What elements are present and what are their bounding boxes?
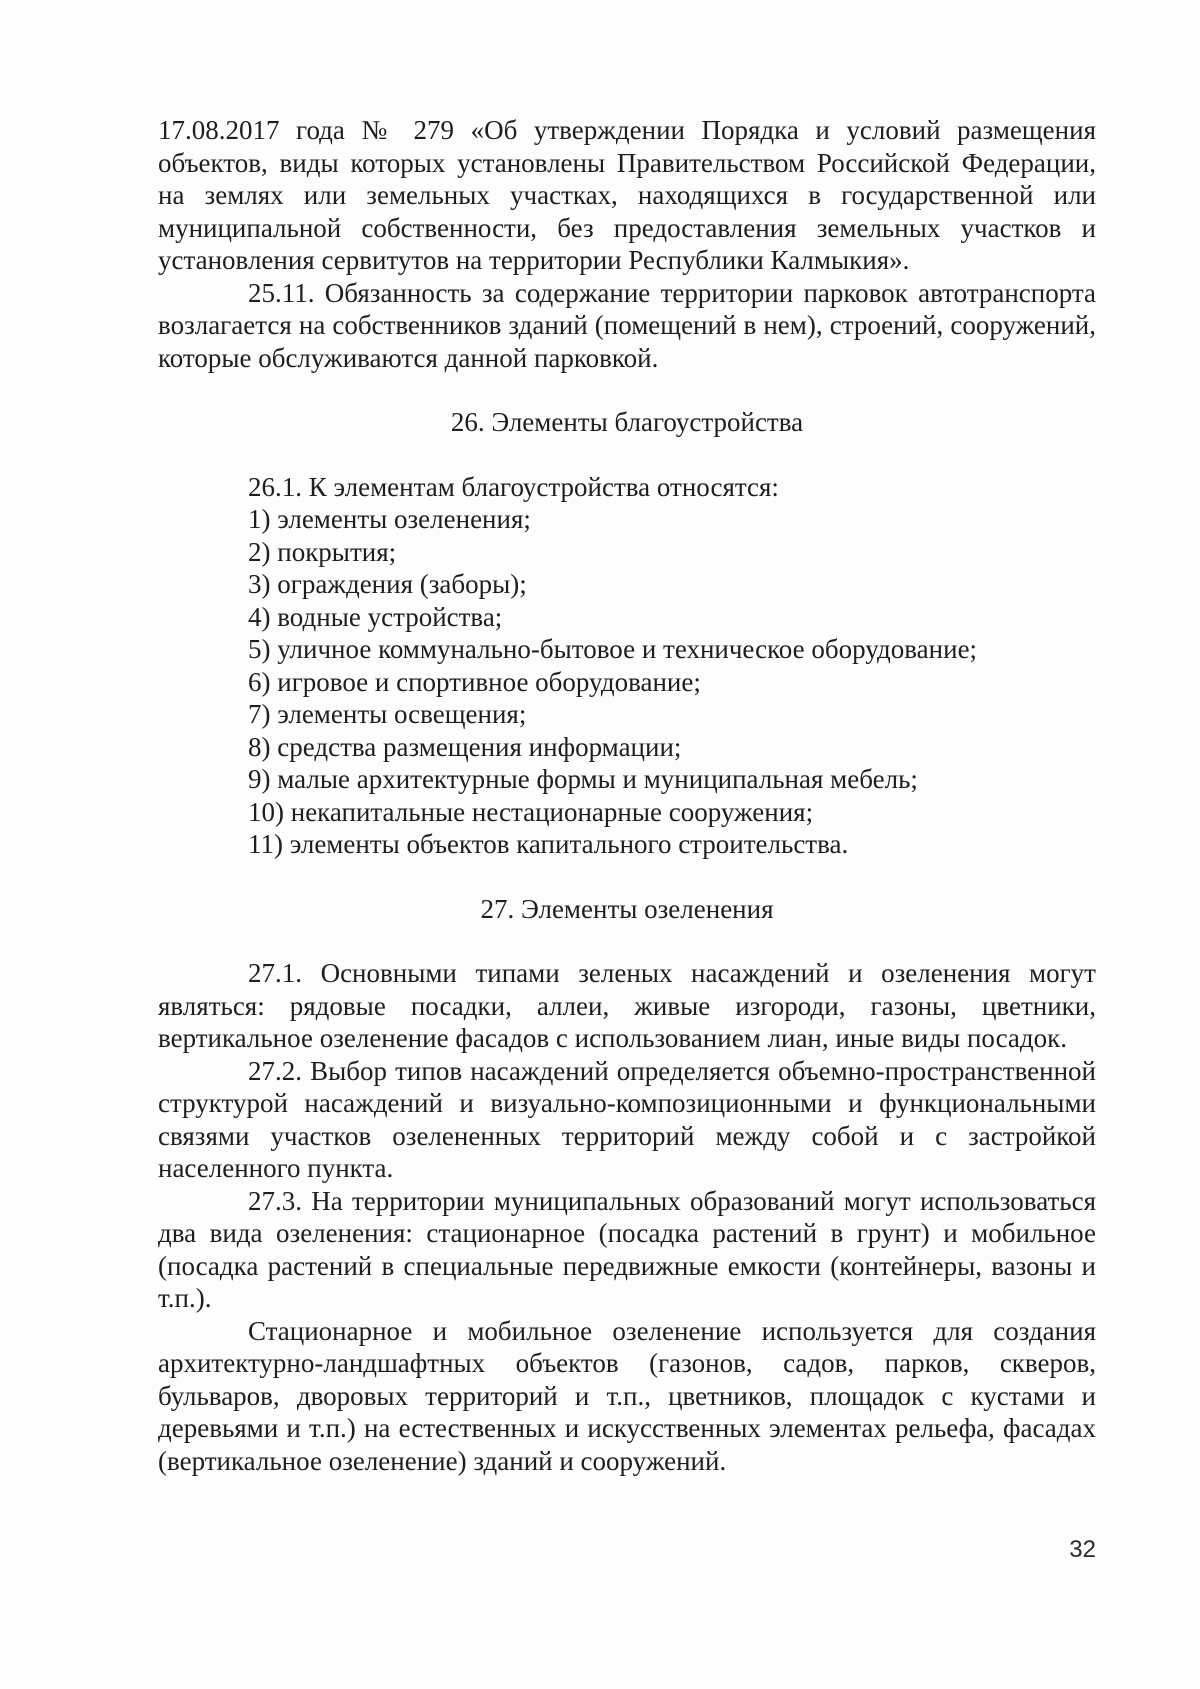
list-item: 11) элементы объектов капитального строительства. <box>248 829 849 859</box>
list-item: 9) малые архитектурные формы и муниципальная мебель; <box>248 764 918 794</box>
section-26-intro: 26.1. К элементам благоустройства относятся: <box>248 471 779 502</box>
list-item: 2) покрытия; <box>248 536 397 567</box>
list-item: 7) элементы освещения; <box>248 699 527 729</box>
list-item: 4) водные устройства; <box>248 601 503 632</box>
list-item: 5) уличное коммунально-бытовое и техническое оборудование; <box>248 634 978 664</box>
paragraph-27-1: 27.1. Основными типами зеленых насаждений и озеленения могут являться: рядовые посадки, аллеи, живые изгороди, газоны, цветники, вертикальное озеленение фасадов с использованием лиан, иные виды посадок. <box>158 958 1096 1053</box>
continuation-paragraph: 17.08.2017 года № 279 «Об утверждении Порядка и условий размещения объектов, виды которых установлены Правительством Российской Федерации, на землях или земельных участках, находящихся в государственной или муниципальной собственности, без предоставления земельных участков и установления сервитутов на территории Республики Калмыкия». <box>158 115 1096 275</box>
list-item: 8) средства размещения информации; <box>248 731 682 762</box>
list-item: 3) ограждения (заборы); <box>248 569 527 599</box>
paragraph-27-2: 27.2. Выбор типов насаждений определяется объемно-пространственной структурой насаждений и визуально-композиционными и функциональными связями участков озелененных территорий между собой и с застройкой населенного пункта. <box>158 1055 1096 1183</box>
paragraph-27-3: 27.3. На территории муниципальных образований могут использоваться два вида озеленения: стационарное (посадка растений в грунт) и мобильное (посадка растений в специальные передвижные емкости (контейнеры, вазоны и т.п.). <box>158 1185 1096 1313</box>
paragraph-25-11: 25.11. Обязанность за содержание территории парковок автотранспорта возлагается на собственников зданий (помещений в нем), строений, сооружений, которые обслуживаются данной парковкой. <box>158 277 1096 373</box>
list-item: 1) элементы озеленения; <box>248 504 531 534</box>
section-26-heading: 26. Элементы благоустройства <box>450 407 804 437</box>
section-27-heading: 27. Элементы озеленения <box>480 893 774 924</box>
paragraph-stationary-mobile: Стационарное и мобильное озеленение используется для создания архитектурно-ландшафтных объектов (газонов, садов, парков, скверов, бульваров, дворовых территорий и т.п., цветников, площадок с кустами и деревьями и т.п.) на естественных и искусственных элементах рельефа, фасадах (вертикальное озеленение) зданий и сооружений. <box>158 1315 1096 1476</box>
page-number: 32 <box>1069 1536 1096 1563</box>
list-item: 10) некапитальные нестационарные сооружения; <box>248 796 814 827</box>
list-item: 6) игровое и спортивное оборудование; <box>248 666 701 697</box>
document-body <box>158 114 1096 1477</box>
